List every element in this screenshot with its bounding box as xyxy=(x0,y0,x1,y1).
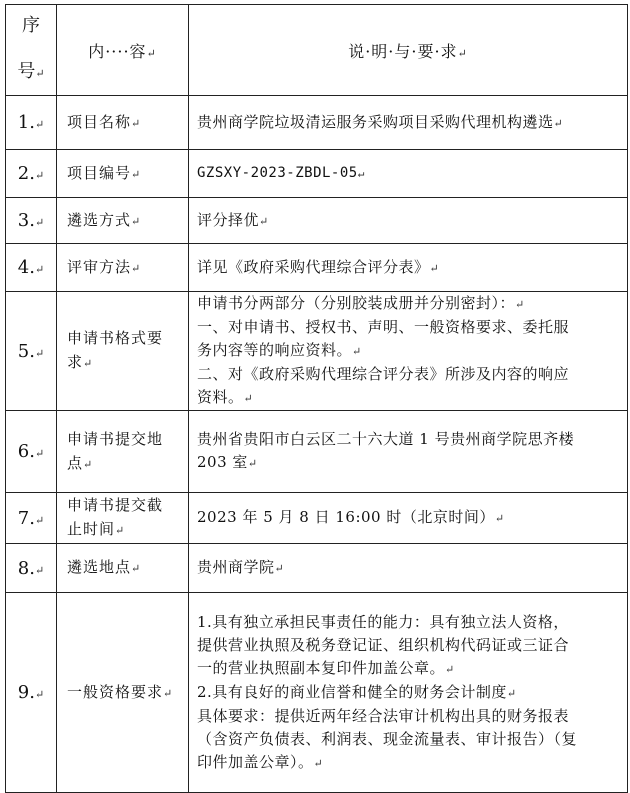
table-row xyxy=(6,244,628,292)
header-num xyxy=(6,5,57,96)
row-description xyxy=(189,292,628,411)
description-line: 二、对《政府采购代理综合评分表》所涉及内容的响应 xyxy=(197,365,570,383)
row-item-label xyxy=(57,493,189,544)
header-desc: 说·明·与·要·求↵ xyxy=(189,5,628,96)
item-line: 一般资格要求↵ xyxy=(67,682,174,701)
item-line: 申请书提交地 xyxy=(67,429,164,448)
row-item-label xyxy=(57,544,189,593)
item-line: 项目编号↵ xyxy=(67,163,142,182)
description-line: 1.具有独立承担民事责任的能力：具有独立法人资格， xyxy=(197,612,569,631)
item-line: 点↵ xyxy=(67,453,94,472)
row-number: 3.↵ xyxy=(6,198,57,244)
item-line: 申请书格式要 xyxy=(67,329,164,347)
item-line: 申请书提交截 xyxy=(67,496,164,514)
row-item-label xyxy=(57,593,189,793)
item-line: 求↵ xyxy=(67,353,94,371)
table-row xyxy=(6,593,628,793)
table-row xyxy=(6,493,628,544)
row-description xyxy=(189,198,628,244)
description-line: 印件加盖公章）。↵ xyxy=(197,752,324,771)
requirements-table xyxy=(5,4,628,793)
row-number: 1.↵ xyxy=(6,96,57,150)
row-description xyxy=(189,411,628,493)
table-row xyxy=(6,411,628,493)
header-num-bottom: 号↵ xyxy=(17,61,45,82)
table-row xyxy=(6,292,628,411)
item-line: 项目名称↵ xyxy=(67,112,142,131)
row-item-label xyxy=(57,244,189,292)
item-line: 遴选地点↵ xyxy=(67,558,142,576)
row-number: 6.↵ xyxy=(6,411,57,493)
description-line: 一、对申请书、授权书、声明、一般资格要求、委托服 xyxy=(197,318,570,336)
description-line: 2.具有良好的商业信誉和健全的财务会计制度↵ xyxy=(197,682,517,701)
description-line: （含资产负债表、利润表、现金流量表、审计报告）（复 xyxy=(197,729,578,748)
description-line: 贵州商学院垃圾清运服务采购项目采购代理机构遴选↵ xyxy=(197,112,564,131)
description-line: 申请书分两部分（分别胶装成册并分别密封）：↵ xyxy=(197,294,525,312)
table-row xyxy=(6,96,628,150)
item-line: 遴选方式↵ xyxy=(67,210,142,229)
row-item-label xyxy=(57,411,189,493)
row-number: 2.↵ xyxy=(6,150,57,198)
description-line: 详见《政府采购代理综合评分表》↵ xyxy=(197,257,440,276)
row-description xyxy=(189,593,628,793)
description-line: 一的营业执照副本复印件加盖公章。↵ xyxy=(197,658,455,677)
item-line: 评审方法↵ xyxy=(67,257,142,276)
row-number: 7.↵ xyxy=(6,493,57,544)
item-line: 止时间↵ xyxy=(67,520,126,538)
description-line: 具体要求：提供近两年经合法审计机构出具的财务报表 xyxy=(197,706,570,725)
table-row xyxy=(6,544,628,593)
row-number: 9.↵ xyxy=(6,593,57,793)
table-row xyxy=(6,150,628,198)
description-line: 提供营业执照及税务登记证、组织机构代码证或三证合 xyxy=(197,635,570,654)
row-number: 4.↵ xyxy=(6,244,57,292)
header-item: 内····容↵ xyxy=(57,5,189,96)
row-item-label xyxy=(57,96,189,150)
table-row xyxy=(6,198,628,244)
row-description xyxy=(189,544,628,593)
header-row xyxy=(6,5,628,96)
description-line: 203 室↵ xyxy=(197,453,258,471)
description-line: 贵州商学院↵ xyxy=(197,558,285,576)
description-line: 贵州省贵阳市白云区二十六大道 1 号贵州商学院思齐楼 xyxy=(197,430,575,448)
row-number: 5.↵ xyxy=(6,292,57,411)
row-item-label xyxy=(57,198,189,244)
header-num-top: 序 xyxy=(22,15,40,36)
row-number: 8.↵ xyxy=(6,544,57,593)
row-description xyxy=(189,150,628,198)
row-description xyxy=(189,493,628,544)
description-line: 评分择优↵ xyxy=(197,210,269,229)
description-line: 务内容等的响应资料。↵ xyxy=(197,341,362,359)
row-description xyxy=(189,244,628,292)
row-item-label xyxy=(57,292,189,411)
description-line: 资料。↵ xyxy=(197,388,254,406)
description-line: GZSXY-2023-ZBDL-05↵ xyxy=(197,165,365,181)
description-line: 2023 年 5 月 8 日 16:00 时（北京时间）↵ xyxy=(197,508,505,526)
row-item-label xyxy=(57,150,189,198)
row-description xyxy=(189,96,628,150)
